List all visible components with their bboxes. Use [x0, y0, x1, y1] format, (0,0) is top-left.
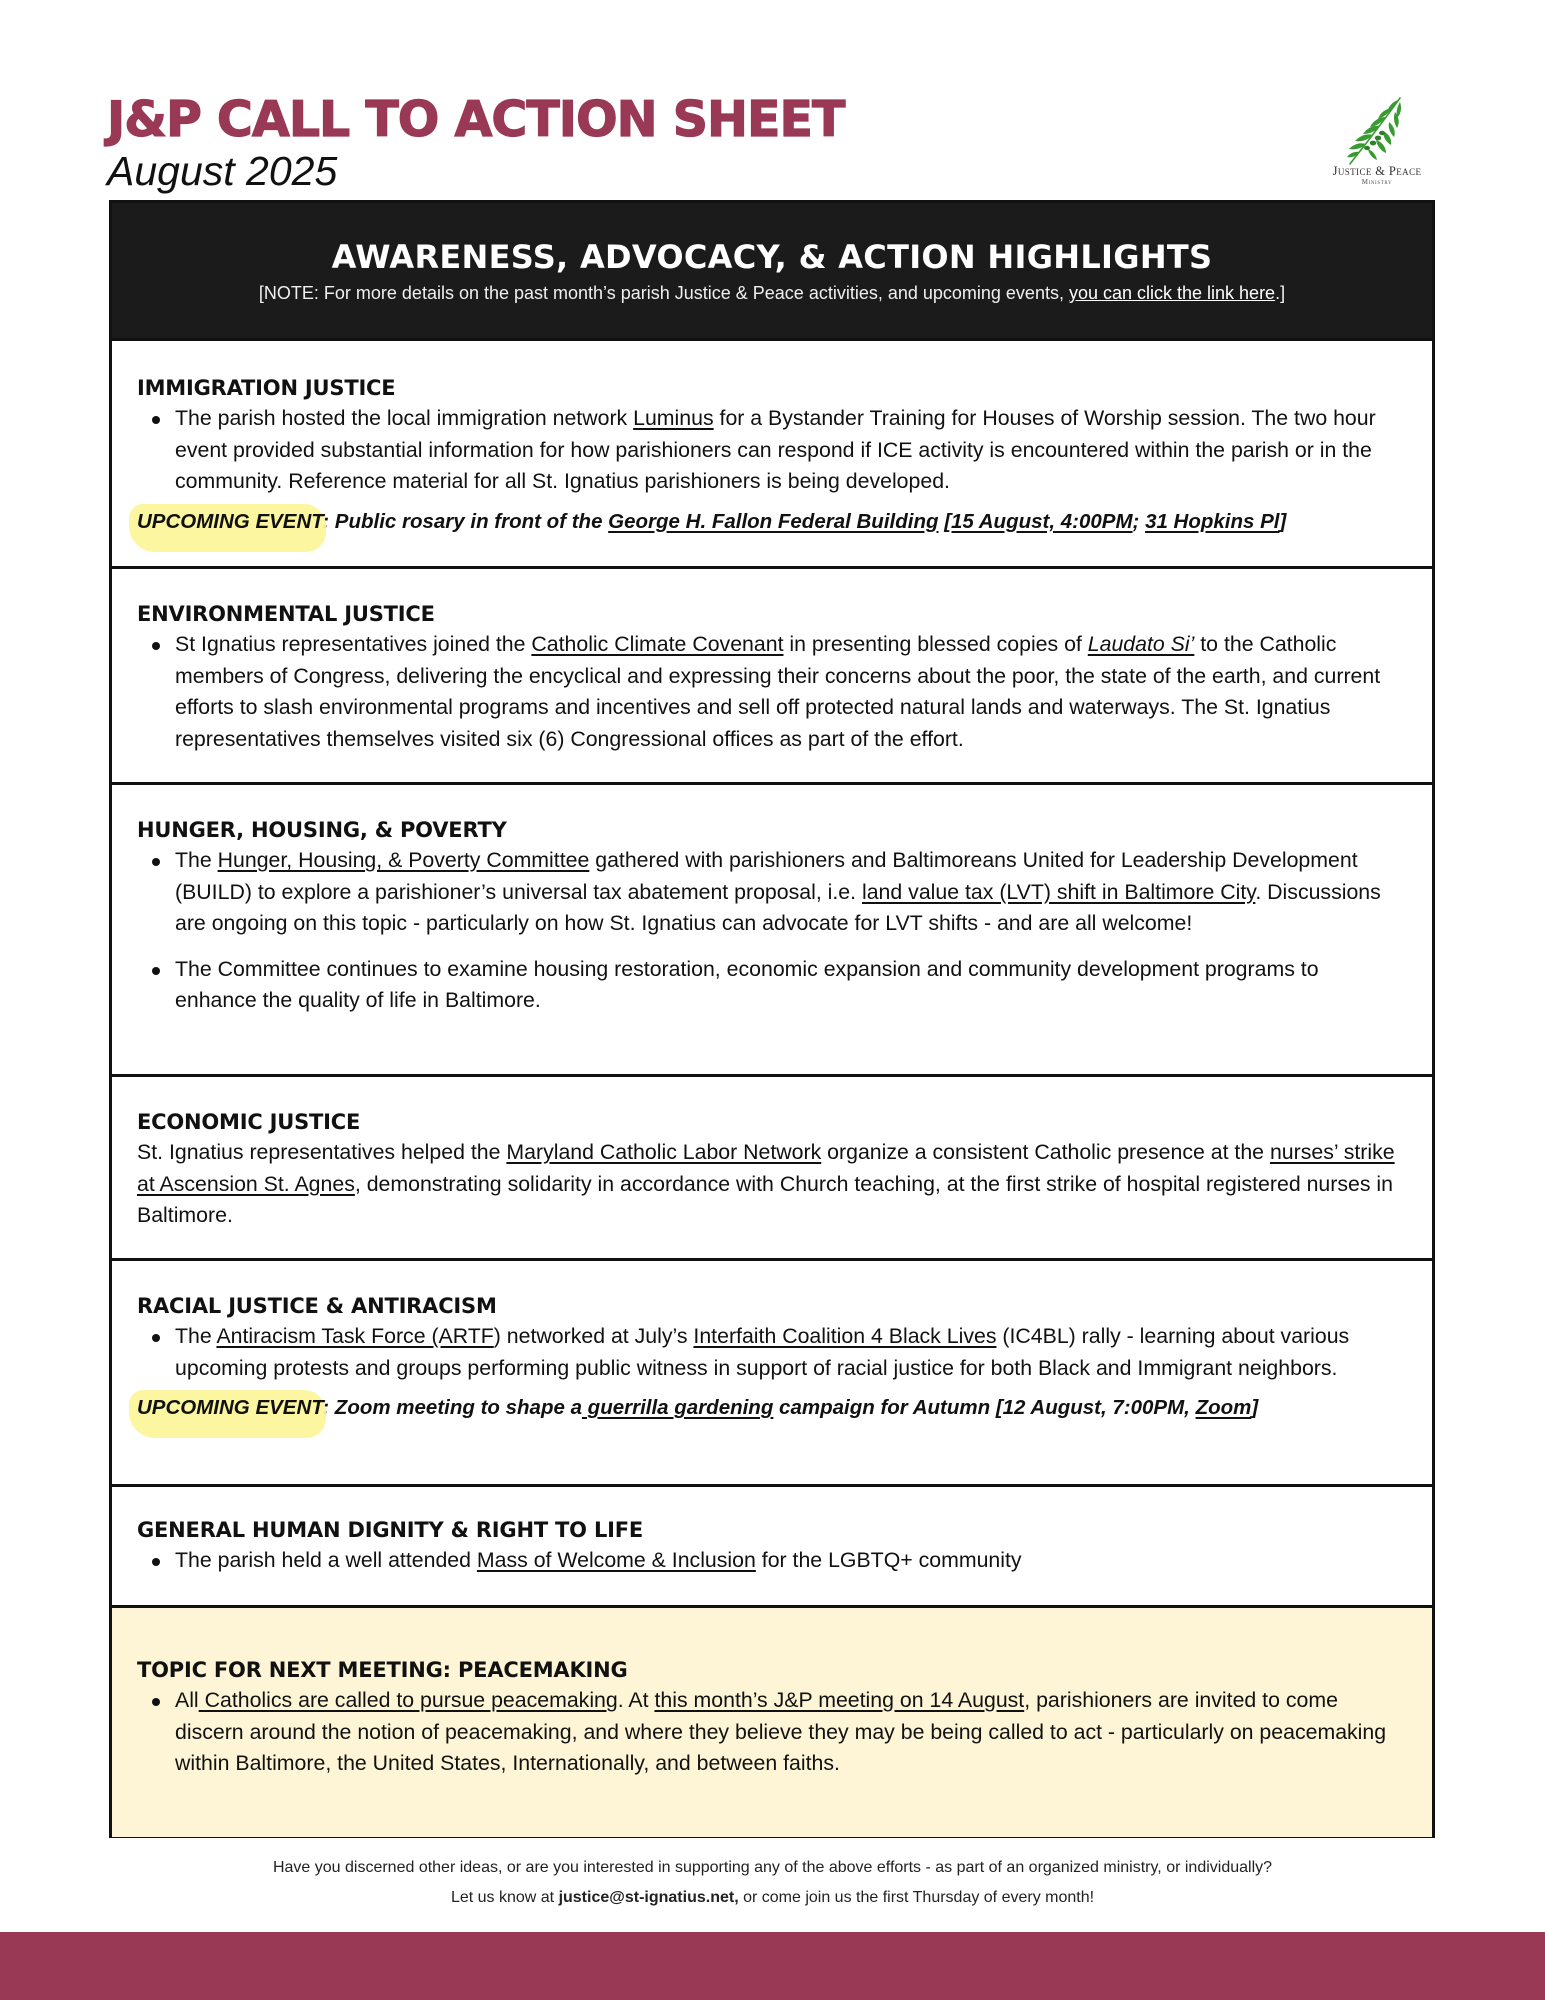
- text: for the LGBTQ+ community: [755, 1548, 1022, 1572]
- mass-of-welcome-link[interactable]: Mass of Welcome & Inclusion: [476, 1548, 756, 1572]
- nurses-strike-link[interactable]: nurses’ strike at Ascension St. Agnes: [137, 1140, 1395, 1196]
- section-immigration-justice: [112, 341, 1432, 569]
- section-heading: GENERAL HUMAN DIGNITY & RIGHT TO LIFE: [137, 1518, 644, 1542]
- text: : Zoom meeting to shape a: [322, 1396, 582, 1419]
- text: The parish hosted the local immigration network: [175, 406, 634, 430]
- section-heading: IMMIGRATION JUSTICE: [137, 376, 396, 400]
- text: . Discussions are ongoing on this topic - particularly on how St. Ignatius can advocate for LVT shifts - and are all welcome!: [175, 879, 1381, 935]
- list-item: [137, 1685, 1406, 1780]
- highlights-frame: [109, 200, 1435, 1838]
- lvt-shift-link[interactable]: land value tax (LVT) shift in Baltimore City: [861, 879, 1256, 904]
- section-heading: RACIAL JUSTICE & ANTIRACISM: [137, 1294, 497, 1318]
- section-hunger-housing-poverty: [112, 785, 1432, 1077]
- text: gathered with parishioners and Baltimoreans United for Leadership Development (BUILD) to explore a parishioner’s universal tax abatement proposal, i.e.: [175, 848, 1358, 904]
- banner-title: AWARENESS, ADVOCACY, & ACTION HIGHLIGHTS: [331, 238, 1213, 276]
- text: ;: [1132, 509, 1146, 533]
- section-heading: TOPIC FOR NEXT MEETING: PEACEMAKING: [137, 1658, 628, 1682]
- banner-note: [112, 281, 1432, 305]
- section-heading: HUNGER, HOUSING, & POVERTY: [137, 818, 507, 842]
- event-date-link[interactable]: [15 August, 4:00PM: [944, 509, 1133, 533]
- list-item: [137, 1545, 1406, 1577]
- text: ) networked at July’s: [493, 1324, 694, 1348]
- section-body: [137, 1137, 1406, 1232]
- list-item: [137, 954, 1406, 1017]
- text: All: [175, 1688, 199, 1712]
- section-heading: ENVIRONMENTAL JUSTICE: [137, 602, 435, 626]
- text: to the Catholic members of Congress, delivering the encyclical and expressing their concerns about the poor, the state of the earth, and current efforts to slash environmental programs and incentives and sell off protected natural lands and waterways. The St. Ignatius representatives themselves visited six (6) Congressional offices as part of the effort.: [175, 632, 1381, 751]
- section-next-meeting-topic: [112, 1608, 1432, 1837]
- text: The Committee continues to examine housing restoration, economic expansion and community development programs to enhance the quality of life in Baltimore.: [175, 956, 1319, 1012]
- section-heading: ECONOMIC JUSTICE: [137, 1110, 361, 1134]
- text: organize a consistent Catholic presence at the: [821, 1140, 1270, 1164]
- page-header: [107, 92, 1437, 202]
- jp-meeting-link[interactable]: this month’s J&P meeting on 14 August: [654, 1688, 1025, 1712]
- upcoming-event-label: UPCOMING EVENT: [137, 509, 323, 533]
- list-item: [137, 1321, 1406, 1384]
- text: ]: [1251, 1396, 1259, 1419]
- page-subtitle: August 2025: [107, 148, 338, 194]
- page-title: J&P CALL TO ACTION SHEET: [107, 91, 845, 148]
- footer: [0, 1853, 1545, 1913]
- justice-peace-logo: [1317, 94, 1437, 198]
- list-item: [137, 629, 1406, 755]
- text: in presenting blessed copies of: [783, 632, 1088, 656]
- text: (IC4BL) rally - learning about various upcoming protests and groups performing public witness in support of racial justice for both Black and Immigrant neighbors.: [175, 1324, 1350, 1380]
- event-address-link[interactable]: 31 Hopkins Pl: [1145, 509, 1280, 533]
- md-catholic-labor-network-link[interactable]: Maryland Catholic Labor Network: [506, 1140, 822, 1164]
- text: , parishioners are invited to come discern around the notion of peacemaking, and where they believe they may be being called to act - particularly on peacemaking within Baltimore, the United States, Internationally, and between faiths.: [175, 1688, 1387, 1775]
- upcoming-event-label: UPCOMING EVENT: [137, 1396, 323, 1419]
- highlights-banner: [112, 203, 1432, 341]
- text: : Public rosary in front of the: [322, 509, 609, 533]
- laudato-si-link[interactable]: Laudato Si’: [1087, 632, 1195, 656]
- text: St Ignatius representatives joined the: [175, 632, 532, 656]
- text: St. Ignatius representatives helped the: [137, 1140, 507, 1164]
- text: . At: [617, 1688, 655, 1712]
- text: ]: [1279, 509, 1287, 533]
- text: Let us know at: [450, 1889, 559, 1906]
- section-racial-justice: [112, 1261, 1432, 1487]
- list-item: [137, 845, 1406, 940]
- fallon-building-link[interactable]: George H. Fallon Federal Building: [608, 509, 939, 533]
- footer-line-1: Have you discerned other ideas, or are you interested in supporting any of the above efforts - as part of an organized ministry, or individually?: [272, 1859, 1273, 1876]
- text: or come join us the first Thursday of every month!: [738, 1889, 1095, 1906]
- upcoming-event: [137, 507, 1406, 537]
- contact-email[interactable]: justice@st-ignatius.net,: [558, 1889, 739, 1906]
- footer-line-2: [0, 1883, 1545, 1913]
- text: campaign for Autumn [12 August, 7:00PM,: [773, 1396, 1196, 1419]
- luminus-link[interactable]: Luminus: [633, 406, 714, 430]
- text: The: [175, 848, 218, 872]
- banner-note-text: [NOTE: For more details on the past month’s parish Justice & Peace activities, and upcoming events,: [258, 283, 1069, 303]
- logo-subtitle: Ministry: [1361, 178, 1393, 186]
- logo-name: Justice & Peace: [1332, 164, 1422, 178]
- bottom-brand-bar: [0, 1932, 1545, 2000]
- artf-link[interactable]: Antiracism Task Force (ARTF: [216, 1324, 494, 1348]
- section-human-dignity: [112, 1487, 1432, 1608]
- ic4bl-link[interactable]: Interfaith Coalition 4 Black Lives: [693, 1324, 997, 1348]
- zoom-link[interactable]: Zoom: [1195, 1396, 1252, 1419]
- hhp-committee-link[interactable]: Hunger, Housing, & Poverty Committee: [217, 848, 590, 872]
- banner-note-suffix: .]: [1275, 283, 1286, 303]
- list-item: [137, 403, 1406, 498]
- details-link[interactable]: you can click the link here: [1068, 283, 1276, 303]
- catholic-climate-covenant-link[interactable]: Catholic Climate Covenant: [531, 632, 784, 656]
- text: The: [175, 1324, 217, 1348]
- olive-branch-icon: [1342, 94, 1412, 168]
- text: , demonstrating solidarity in accordance with Church teaching, at the first strike of hospital registered nurses in Baltimore.: [137, 1171, 1393, 1227]
- peacemaking-link[interactable]: Catholics are called to pursue peacemaking: [198, 1688, 618, 1712]
- upcoming-event: [137, 1393, 1406, 1423]
- section-environmental-justice: [112, 569, 1432, 785]
- section-economic-justice: [112, 1077, 1432, 1261]
- text: The parish held a well attended: [175, 1548, 477, 1572]
- guerrilla-gardening-link[interactable]: guerrilla gardening: [581, 1396, 774, 1419]
- text: for a Bystander Training for Houses of Worship session. The two hour event provided substantial information for how parishioners can respond if ICE activity is encountered within the parish or in the community. Reference material for all St. Ignatius parishioners is being developed.: [175, 406, 1376, 493]
